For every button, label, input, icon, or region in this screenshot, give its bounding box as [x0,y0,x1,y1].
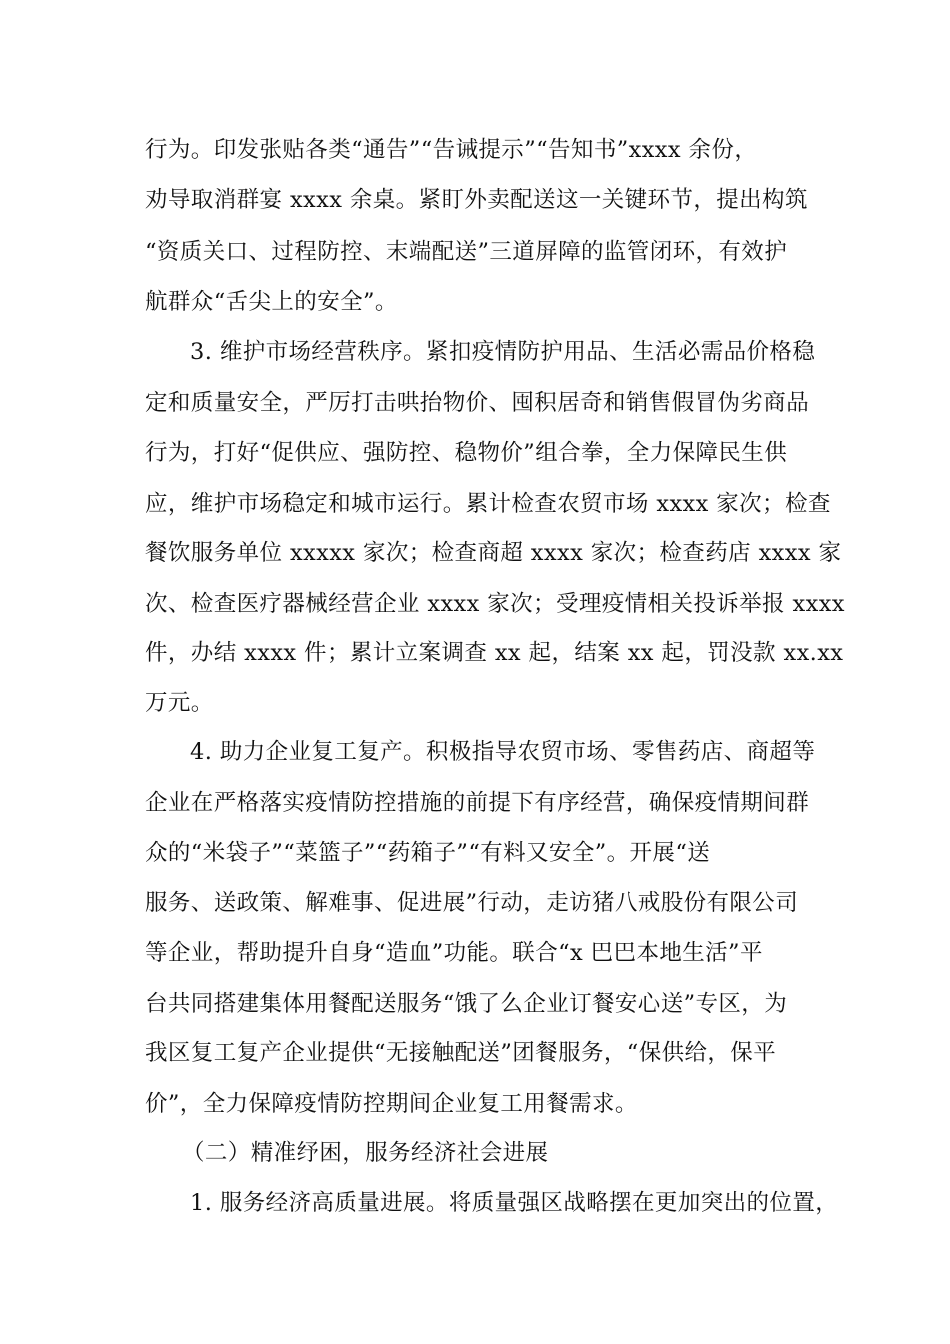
text-line: 件，办结 xxxx 件；累计立案调查 xx 起，结案 xx 起，罚没款 xx.xx [145,640,844,666]
text-line: 定和质量安全，严厉打击哄抬物价、囤积居奇和销售假冒伪劣商品 [145,390,810,416]
text-line: 我区复工复产企业提供“无接触配送”团餐服务，“保供给，保平 [145,1040,777,1066]
text-line: 服务、送政策、解难事、促进展”行动，走访猪八戒股份有限公司 [145,890,799,916]
text-line: 应，维护市场稳定和城市运行。累计检查农贸市场 xxxx 家次；检查 [145,491,831,517]
text-line: “资质关口、过程防控、末端配送”三道屏障的监管闭环，有效护 [145,239,788,265]
text-line: 价”，全力保障疫情防控期间企业复工用餐需求。 [145,1091,638,1117]
text-line: 行为，打好“促供应、强防控、稳物价”组合拳，全力保障民生供 [145,440,788,466]
section-heading: （二）精准纾困，服务经济社会进展 [182,1140,549,1166]
text-line: 等企业，帮助提升自身“造血”功能。联合“x 巴巴本地生活”平 [145,940,763,966]
paragraph-heading-1: 1. 服务经济高质量进展。将质量强区战略摆在更加突出的位置， [190,1190,839,1216]
text-line: 台共同搭建集体用餐配送服务“饿了么企业订餐安心送”专区，为 [145,991,788,1017]
text-line: 航群众“舌尖上的安全”。 [145,289,398,315]
text-line: 万元。 [145,690,214,716]
text-line: 众的“米袋子”“菜篮子”“药箱子”“有料又安全”。开展“送 [145,840,711,866]
text-line: 次、检查医疗器械经营企业 xxxx 家次；受理疫情相关投诉举报 xxxx [145,591,845,617]
paragraph-heading-3: 3. 维护市场经营秩序。紧扣疫情防护用品、生活必需品价格稳 [190,339,816,365]
text-line: 餐饮服务单位 xxxxx 家次；检查商超 xxxx 家次；检查药店 xxxx 家 [145,540,842,566]
text-line: 企业在严格落实疫情防控措施的前提下有序经营，确保疫情期间群 [145,790,810,816]
text-line: 劝导取消群宴 xxxx 余桌。紧盯外卖配送这一关键环节，提出构筑 [145,187,808,213]
text-line: 行为。印发张贴各类“通告”“告诫提示”“告知书”xxxx 余份， [145,137,758,163]
paragraph-heading-4: 4. 助力企业复工复产。积极指导农贸市场、零售药店、商超等 [190,739,816,765]
